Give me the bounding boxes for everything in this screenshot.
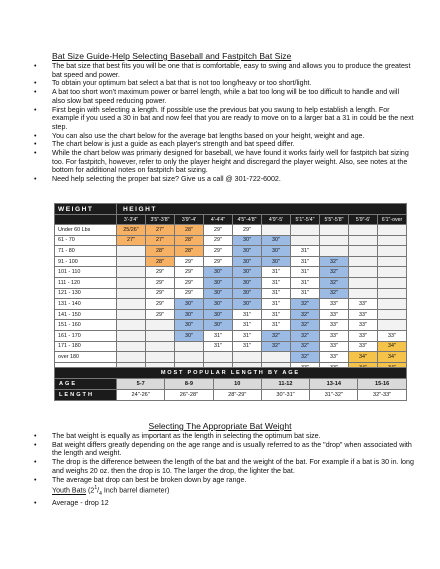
bat-length-cell [349,256,378,267]
bat-length-cell: 34" [349,352,378,363]
bat-length-cell: 30" [233,288,262,299]
height-header: HEIGHT [117,204,407,215]
bat-length-cell: 29" [175,277,204,288]
bat-length-cell [349,246,378,257]
page-title: Bat Size Guide-Help Selecting Baseball and Fastpitch Bat Size [52,51,292,61]
bat-length-cell: 29" [204,256,233,267]
bat-length-cell [378,225,407,236]
weight-header: WEIGHT [55,204,117,215]
bat-length-cell [349,225,378,236]
bat-length-cell: 31" [291,267,320,278]
bat-length-cell: 33" [320,330,349,341]
bullet-item: • The chart below is just a guide as each player's strength and bat speed differ. [34,140,414,149]
bat-length-cell [378,309,407,320]
length-table-header: MOST POPULAR LENGTH BY AGE [55,368,407,379]
bullet-item: • To obtain your optimum bat select a bat that is not too long/heavy or too short/light. [34,79,414,88]
height-column-header: 3'9"-4' [175,215,204,225]
bat-length-cell: 30" [233,235,262,246]
bat-length-cell [378,320,407,331]
bat-length-cell [146,341,175,352]
bat-length-cell: 29" [204,246,233,257]
age-label: AGE [55,379,117,390]
bat-length-cell: 32" [291,352,320,363]
youth-bats-tail: Inch barrel diameter) [101,486,170,495]
height-column-header: 5'9"-6' [349,215,378,225]
bat-length-cell: 29" [146,288,175,299]
chart-row [55,277,407,288]
bat-length-cell: 32" [320,256,349,267]
bat-length-cell [378,256,407,267]
bat-length-cell: 30" [204,288,233,299]
bat-size-chart [54,203,407,373]
bat-length-cell: 33" [320,341,349,352]
bat-length-cell: 33" [349,341,378,352]
bat-length-cell: 30" [262,256,291,267]
height-column-header: 3'-3'4" [117,215,146,225]
height-column-header: 4'-4'4" [204,215,233,225]
age-range-cell: 13-14 [310,379,358,390]
bat-length-cell [291,225,320,236]
length-value-cell: 26"-28" [165,390,213,401]
chart-row [55,309,407,320]
bat-length-cell: 28" [146,256,175,267]
bat-length-cell [117,341,146,352]
length-value-cell: 31"-32" [310,390,358,401]
bat-length-cell: 33" [349,320,378,331]
bat-length-cell: 29" [146,277,175,288]
bat-length-cell [378,267,407,278]
average-drop-line: • Average - drop 12 [34,499,414,508]
weight-cell: 101 - 110 [55,267,117,278]
bat-length-cell [291,235,320,246]
bat-size-bullets [34,62,414,184]
weight-cell: 171 - 180 [55,341,117,352]
bat-length-cell [117,288,146,299]
bat-length-cell [378,235,407,246]
bat-length-cell: 34" [378,341,407,352]
weight-cell: 71 - 80 [55,246,117,257]
length-value-cell: 30"-31" [261,390,309,401]
bat-length-cell [146,352,175,363]
bat-length-cell [262,225,291,236]
bat-length-cell: 31" [204,330,233,341]
bullet-item: • While the chart below was primariy designed for baseball, we have found it works fairly well for fastpitch bat sizing too. For fastpitch, however, refer to only the player height and discregard the player weight. Also, see notes at the bottom for additional notes on fastpitch bat sizing. [34,149,414,175]
bat-length-cell: 32" [320,267,349,278]
bat-length-cell: 28" [175,225,204,236]
age-range-cell: 11-12 [261,379,309,390]
bat-length-cell [378,288,407,299]
chart-row [55,299,407,310]
bat-length-cell [378,299,407,310]
bat-length-cell: 30" [262,246,291,257]
bat-length-cell: 32" [320,288,349,299]
bat-length-cell: 31" [233,330,262,341]
bat-length-cell: 29" [175,256,204,267]
bat-length-cell: 33" [320,352,349,363]
bat-length-cell: 33" [349,330,378,341]
bat-length-cell [320,246,349,257]
length-by-age-table [54,367,407,401]
bullet-item: • Need help selecting the proper bat size? Give us a call @ 301-722-6002. [34,175,414,184]
weight-cell: 61 - 70 [55,235,117,246]
bat-length-cell: 32" [291,341,320,352]
bat-length-cell: 29" [175,267,204,278]
bat-length-cell: 30" [204,309,233,320]
age-range-cell: 5-7 [117,379,165,390]
chart-row [55,352,407,363]
bat-length-cell: 30" [233,246,262,257]
bat-length-cell [117,330,146,341]
bat-length-cell: 30" [204,320,233,331]
bat-length-cell: 27" [117,235,146,246]
bullet-item: • A bat too short won't maximum power or barrel length, while a bat too long will be too difficult to handle and will also slow bat speed reducing power. [34,88,414,105]
bat-length-cell: 30" [204,299,233,310]
bat-length-cell: 29" [233,225,262,236]
chart-row [55,225,407,236]
chart-row [55,320,407,331]
bat-length-cell: 30" [175,320,204,331]
height-column-header: 3'5"-3'8" [146,215,175,225]
bat-length-cell: 31" [262,277,291,288]
bat-length-cell [175,341,204,352]
bat-length-cell: 30" [262,235,291,246]
bat-length-cell: 28" [175,246,204,257]
bat-length-cell: 31" [291,256,320,267]
height-column-header: 6'1"-over [378,215,407,225]
bat-length-cell [349,235,378,246]
section-title-bat-weight: Selecting The Appropriate Bat Weight [148,421,292,431]
bat-length-cell: 32" [291,309,320,320]
chart-row [55,246,407,257]
bat-length-cell: 31" [291,246,320,257]
bat-length-cell: 29" [146,267,175,278]
height-column-header: 4'9"-5' [262,215,291,225]
weight-cell: Under 60 Lbs [55,225,117,236]
bat-length-cell: 34" [378,352,407,363]
youth-fraction-den: 4 [99,490,102,497]
youth-bats-open: (2 [86,486,95,495]
bat-length-cell [117,352,146,363]
bat-length-cell [320,235,349,246]
height-column-header: 5'1"-5'4" [291,215,320,225]
bat-length-cell: 31" [262,299,291,310]
bullet-item: • The bat size that best fits you will be one that is comfortable, easy to swing and allows you to produce the greatest bat speed and power. [34,62,414,79]
bat-length-cell: 30" [204,267,233,278]
bat-length-cell [117,299,146,310]
bat-length-cell: 32" [320,277,349,288]
length-value-cell: 32"-33" [358,390,406,401]
bat-length-cell: 31" [262,288,291,299]
bat-length-cell: 29" [204,235,233,246]
bat-length-cell: 31" [291,277,320,288]
bat-length-cell [349,267,378,278]
bat-length-cell [117,256,146,267]
bullet-item: • You can also use the chart below for the average bat lengths based on your height, weight and age. [34,132,414,141]
bat-length-cell: 31" [262,309,291,320]
weight-cell: 131 - 140 [55,299,117,310]
bat-length-cell [175,352,204,363]
bat-length-cell: 31" [291,288,320,299]
length-value-cell: 24"-26" [117,390,165,401]
weight-cell: over 180 [55,352,117,363]
chart-row [55,330,407,341]
bat-weight-bullets [34,432,414,507]
bat-length-cell: 30" [204,277,233,288]
bat-length-cell: 32" [291,320,320,331]
bat-length-cell [233,352,262,363]
bat-length-cell: 31" [204,341,233,352]
weight-cell: 91 - 100 [55,256,117,267]
bat-length-cell: 32" [291,330,320,341]
bat-length-cell [204,352,233,363]
bat-length-cell [117,309,146,320]
weight-cell: 161 - 170 [55,330,117,341]
weight-bullet-item: • The average bat drop can best be broken down by age range. [34,476,414,485]
bat-length-cell: 33" [320,320,349,331]
bat-length-cell [378,246,407,257]
age-range-cell: 10 [213,379,261,390]
bat-length-cell [117,267,146,278]
bat-length-cell: 33" [320,299,349,310]
chart-row [55,235,407,246]
bat-length-cell: 29" [204,225,233,236]
youth-fraction-num: 1 [94,485,98,492]
bat-length-cell: 25/26" [117,225,146,236]
bat-length-cell: 31" [233,309,262,320]
bat-length-cell [262,352,291,363]
bat-length-cell [349,277,378,288]
bat-length-cell: 31" [262,320,291,331]
bat-length-cell: 33" [349,299,378,310]
chart-row [55,256,407,267]
bat-length-cell: 29" [175,288,204,299]
age-range-cell: 15-16 [358,379,406,390]
bat-length-cell: 33" [349,309,378,320]
bat-length-cell: 31" [233,320,262,331]
bat-length-cell: 33" [378,330,407,341]
bat-length-cell [117,277,146,288]
bat-length-cell [117,320,146,331]
bat-length-cell: 30" [175,330,204,341]
bat-length-cell: 31" [233,341,262,352]
bat-length-cell: 30" [233,277,262,288]
length-label: LENGTH [55,390,117,401]
bat-length-cell: 32" [262,341,291,352]
bat-length-cell: 30" [233,267,262,278]
bat-length-cell: 31" [262,267,291,278]
bat-length-cell: 30" [233,256,262,267]
youth-bats-line: Youth Bats ($2^1/_4$ Inch barrel diameter) [52,485,170,497]
bat-length-cell [117,246,146,257]
bat-length-cell: 29" [146,309,175,320]
bullet-item: • First begin with selecting a length. If possible use the previous bat you swung to help establish a length. For example if you used a 30 in bat and now feel that you are ready to move on to a larger bat a 31 in could be the next step. [34,106,414,132]
header-spacer [55,215,117,225]
length-value-cell: 28"-29" [213,390,261,401]
height-column-header: 4'5"-4'8" [233,215,262,225]
bat-length-cell: 32" [291,299,320,310]
weight-cell: 141 - 150 [55,309,117,320]
bat-length-cell: 28" [175,235,204,246]
weight-cell: 151 - 160 [55,320,117,331]
weight-bullet-item: • Bat weight differs greatly depending on the age range and is usually referred to as the "drop" when associated with the length and weight. [34,441,414,458]
bat-length-cell: 27" [146,235,175,246]
bat-length-cell: 30" [175,309,204,320]
weight-bullet-item: • The drop is the difference between the length of the bat and the weight of the bat. For example if a bat is 30 in. long and weighs 20 oz. then the drop is 10. The larger the drop, the lighter the bat. [34,458,414,475]
weight-cell: 121 - 130 [55,288,117,299]
bat-length-cell: 27" [146,225,175,236]
weight-bullet-item: • The bat weight is equally as important as the length in selecting the optimum bat size. [34,432,414,441]
bat-length-cell [146,320,175,331]
bat-length-cell: 33" [320,309,349,320]
bat-length-cell: 30" [175,299,204,310]
chart-row [55,267,407,278]
bat-length-cell: 32" [262,330,291,341]
bat-length-cell [378,277,407,288]
bat-length-cell [146,330,175,341]
bat-length-cell: 29" [146,299,175,310]
bat-length-cell: 30" [233,299,262,310]
bat-length-cell [320,225,349,236]
bat-length-cell [349,288,378,299]
youth-bats-label: Youth Bats [52,486,87,495]
age-range-cell: 8-9 [165,379,213,390]
weight-cell: 111 - 120 [55,277,117,288]
bat-length-cell: 28" [146,246,175,257]
chart-row [55,288,407,299]
chart-row [55,341,407,352]
height-column-header: 5'5"-5'8" [320,215,349,225]
